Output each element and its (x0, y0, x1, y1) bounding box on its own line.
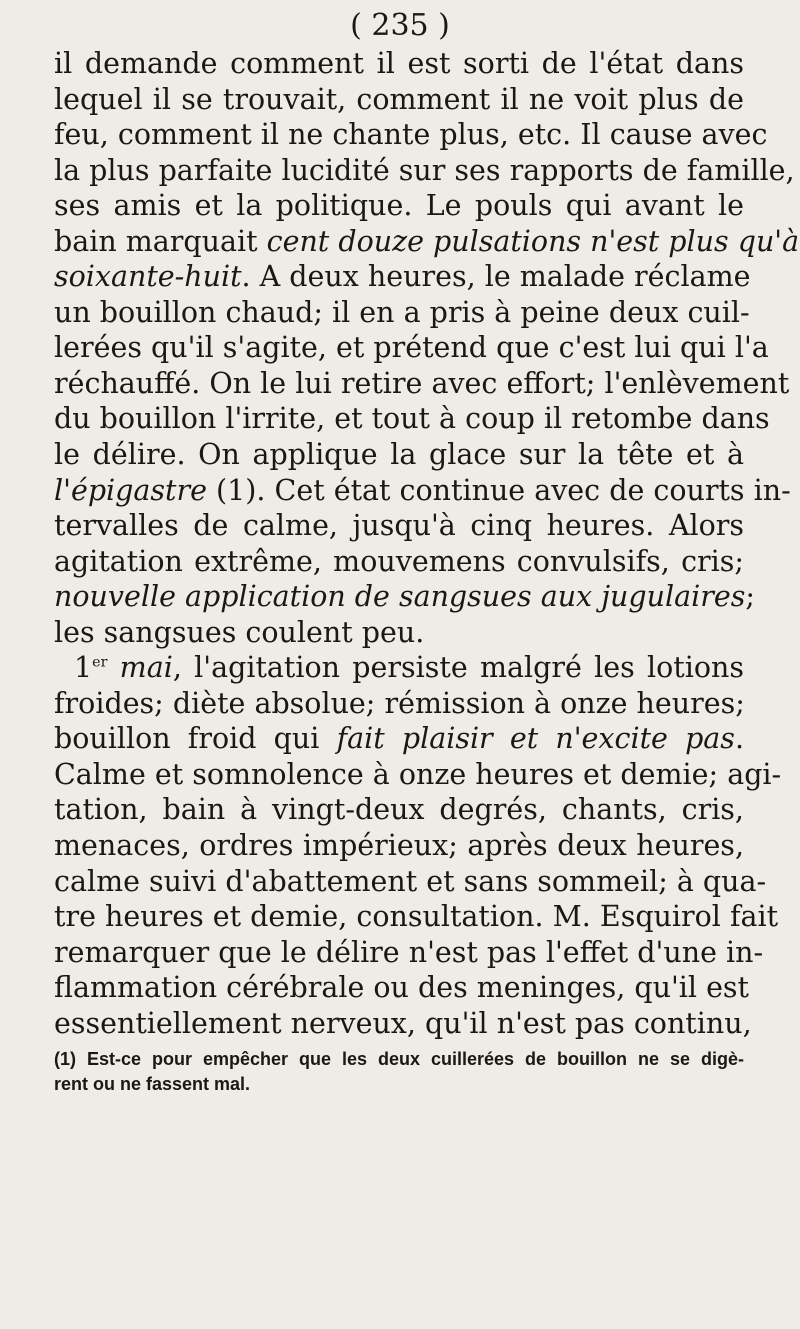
text-line: réchauffé. On le lui retire avec effort; l'enlèvement (54, 366, 790, 400)
text-line: les sangsues coulent peu. (54, 615, 425, 649)
text-line: tation, bain à vingt-deux degrés, chants, cris, (54, 793, 744, 827)
text-line: lerées qu'il s'agite, et prétend que c'est lui qui l'a (54, 331, 769, 365)
text-line: calme suivi d'abattement et sans sommeil; à qua- (54, 864, 767, 898)
text-line: ses amis et la politique. Le pouls qui avant le (54, 189, 744, 223)
page-number: ( 235 ) (350, 8, 450, 43)
text-line: flammation cérébrale ou des meninges, qu'il est (54, 971, 750, 1005)
text-line: agitation extrême, mouvemens convulsifs, cris; (54, 544, 744, 578)
text-segment: 1 (74, 651, 93, 685)
main-text (54, 46, 800, 1097)
text-segment: . (734, 722, 744, 756)
text-line: il demande comment il est sorti de l'état dans (54, 47, 744, 80)
text-line: la plus parfaite lucidité sur ses rapports de famille, (54, 153, 795, 187)
text-line (54, 579, 755, 615)
text-line (54, 721, 744, 757)
text-line: tervalles de calme, jusqu'à cinq heures. Alors (54, 509, 744, 543)
text-line: le délire. On applique la glace sur la tête et à (54, 438, 744, 472)
text-segment: , l'agitation persiste malgré les lotions (172, 651, 744, 685)
text-line: tre heures et demie, consultation. M. Esquirol fait (54, 900, 779, 934)
text-line: remarquer que le délire n'est pas l'effet d'une in- (54, 935, 764, 969)
footnote-line: rent ou ne fassent mal. (54, 1074, 251, 1095)
text-line: du bouillon l'irrite, et tout à coup il retombe dans (54, 402, 770, 436)
footnote-ref-text: (1). Cet état continue avec de courts in- (206, 473, 791, 507)
italic-text: fait plaisir et n'excite pas (336, 722, 735, 756)
italic-text: l'épigastre (54, 473, 207, 507)
text-segment: ; (745, 580, 755, 614)
text-line: lequel il se trouvait, comment il ne voit plus de (54, 82, 744, 116)
text-line: menaces, ordres impérieux; après deux heures, (54, 829, 744, 863)
italic-text: nouvelle application de sangsues aux jugulaires (54, 580, 746, 614)
text-segment: bouillon froid qui (54, 722, 337, 756)
text-line: un bouillon chaud; il en a pris à peine deux cuil- (54, 295, 750, 329)
italic-text: cent douze pulsations n'est plus qu'à (266, 224, 800, 258)
italic-text: mai (107, 651, 173, 685)
footnote-line: (1) Est-ce pour empêcher que les deux cuillerées de bouillon ne se digè- (54, 1049, 744, 1070)
text-line: froides; diète absolue; rémission à onze heures; (54, 686, 745, 720)
text-line: Calme et somnolence à onze heures et demie; agi- (54, 757, 782, 791)
italic-text: soixante-huit (54, 260, 242, 294)
text-line: feu, comment il ne chante plus, etc. Il cause avec (54, 118, 768, 152)
text-line (54, 224, 800, 260)
text-segment: . A deux heures, le malade réclame (241, 260, 751, 294)
text-line (54, 650, 744, 686)
text-line (54, 473, 791, 509)
footnote (54, 1047, 744, 1097)
text-line: essentiellement nerveux, qu'il n'est pas continu, (54, 1006, 752, 1040)
superscript: er (92, 654, 108, 671)
text-line (54, 259, 751, 295)
text-segment: bain marquait (54, 224, 267, 258)
